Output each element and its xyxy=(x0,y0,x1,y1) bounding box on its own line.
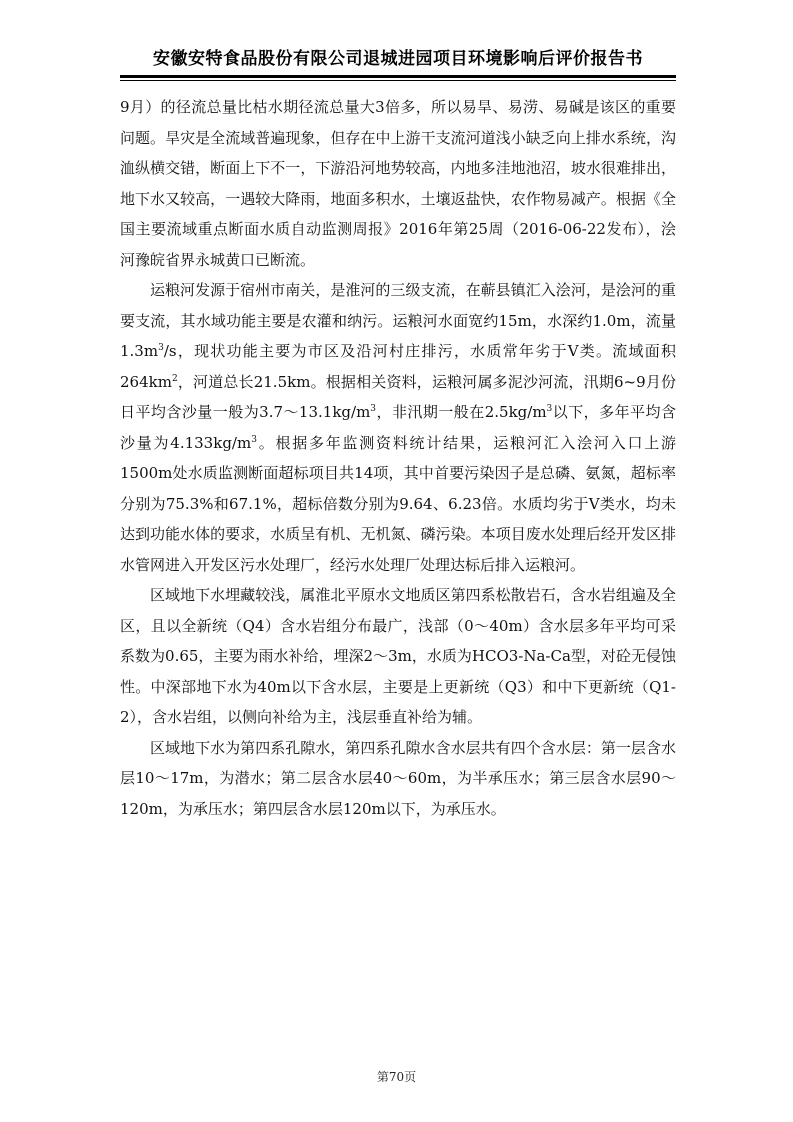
paragraph-2-segment: /s，现状功能主要为市区及沿河村庄排污，水质常年劣于Ⅴ类。流域面积264km xyxy=(120,342,676,391)
paragraph-2-segment: 。根据多年监测资料统计结果，运粮河汇入浍河入口上游1500m处水质监测断面超标项目共14项，其中首要污染因子是总磷、氨氮，超标率分别为75.3%和67.1%，超标倍数分别为9.64、6.23倍。水质均劣于Ⅴ类水，均未达到功能水体的要求，水质呈有机、无机氮、磷污染。本项目废水处理后经开发区排水管网进入开发区污水处理厂，经污水处理厂处理达标后排入运粮河。 xyxy=(120,433,676,574)
paragraph-2-segment: 以下，多年平均含沙量为4.133kg/m xyxy=(120,403,676,452)
superscript: 2 xyxy=(171,373,178,384)
paragraph-1: 9月）的径流总量比枯水期径流总量大3倍多，所以易旱、易涝、易碱是该区的重要问题。旱灾是全流域普遍现象，但存在中上游干支流河道浅小缺乏向上排水系统，沟洫纵横交错，断面上下不一，下游沿河地势较高，内地多洼地池沼，坡水很难排出，地下水又较高，一遇较大降雨，地面多积水，土壤返盐快，农作物易减产。根据《全国主要流域重点断面水质自动监测周报》2016年第25周（2016-06-22发布），浍河豫皖省界永城黄口已断流。 xyxy=(120,98,676,269)
paragraph-4: 区域地下水为第四系孔隙水，第四系孔隙水含水层共有四个含水层：第一层含水层10～17m，为潜水；第二层含水层40～60m，为半承压水；第三层含水层90～120m，为承压水；第四层含水层120m以下，为承压水。 xyxy=(120,738,676,818)
superscript: 3 xyxy=(158,343,164,353)
superscript: 3 xyxy=(251,434,257,445)
header-rule-thin xyxy=(120,80,676,81)
superscript: 3 xyxy=(546,404,553,414)
header-rule-thick xyxy=(120,75,676,78)
page-number: 第70页 xyxy=(376,1070,417,1084)
paragraph-2-segment: ，非汛期一般在2.5kg/m xyxy=(376,403,547,421)
paragraph-2-segment: ，河道总长21.5km。根据相关资料，运粮河属多泥沙河流，汛期6~9月份日平均含沙量一般为3.7～13.1kg/m xyxy=(120,372,676,421)
page-header-title: 安徽安特食品股份有限公司退城进园项目环境影响后评价报告书 xyxy=(153,49,643,69)
superscript: 3 xyxy=(370,404,377,414)
paragraph-2 xyxy=(120,275,676,580)
paragraph-2-segment: 运粮河发源于宿州市南关，是淮河的三级支流，在蕲县镇汇入浍河，是浍河的重要支流，其水域功能主要是农灌和纳污。运粮河水面宽约15m，水深约1.0m，流量1.3m xyxy=(120,281,676,360)
paragraph-3: 区域地下水埋藏较浅，属淮北平原水文地质区第四系松散岩石，含水岩组遍及全区，且以全新统（Q4）含水岩组分布最广，浅部（0～40m）含水层多年平均可采系数为0.65，主要为雨水补给，埋深2～3m，水质为HCO3-Na-Ca型，对砼无侵蚀性。中深部地下水为40m以下含水层，主要是上更新统（Q3）和中下更新统（Q1-2），含水岩组，以侧向补给为主，浅层垂直补给为辅。 xyxy=(120,586,676,726)
body-text xyxy=(120,92,676,824)
